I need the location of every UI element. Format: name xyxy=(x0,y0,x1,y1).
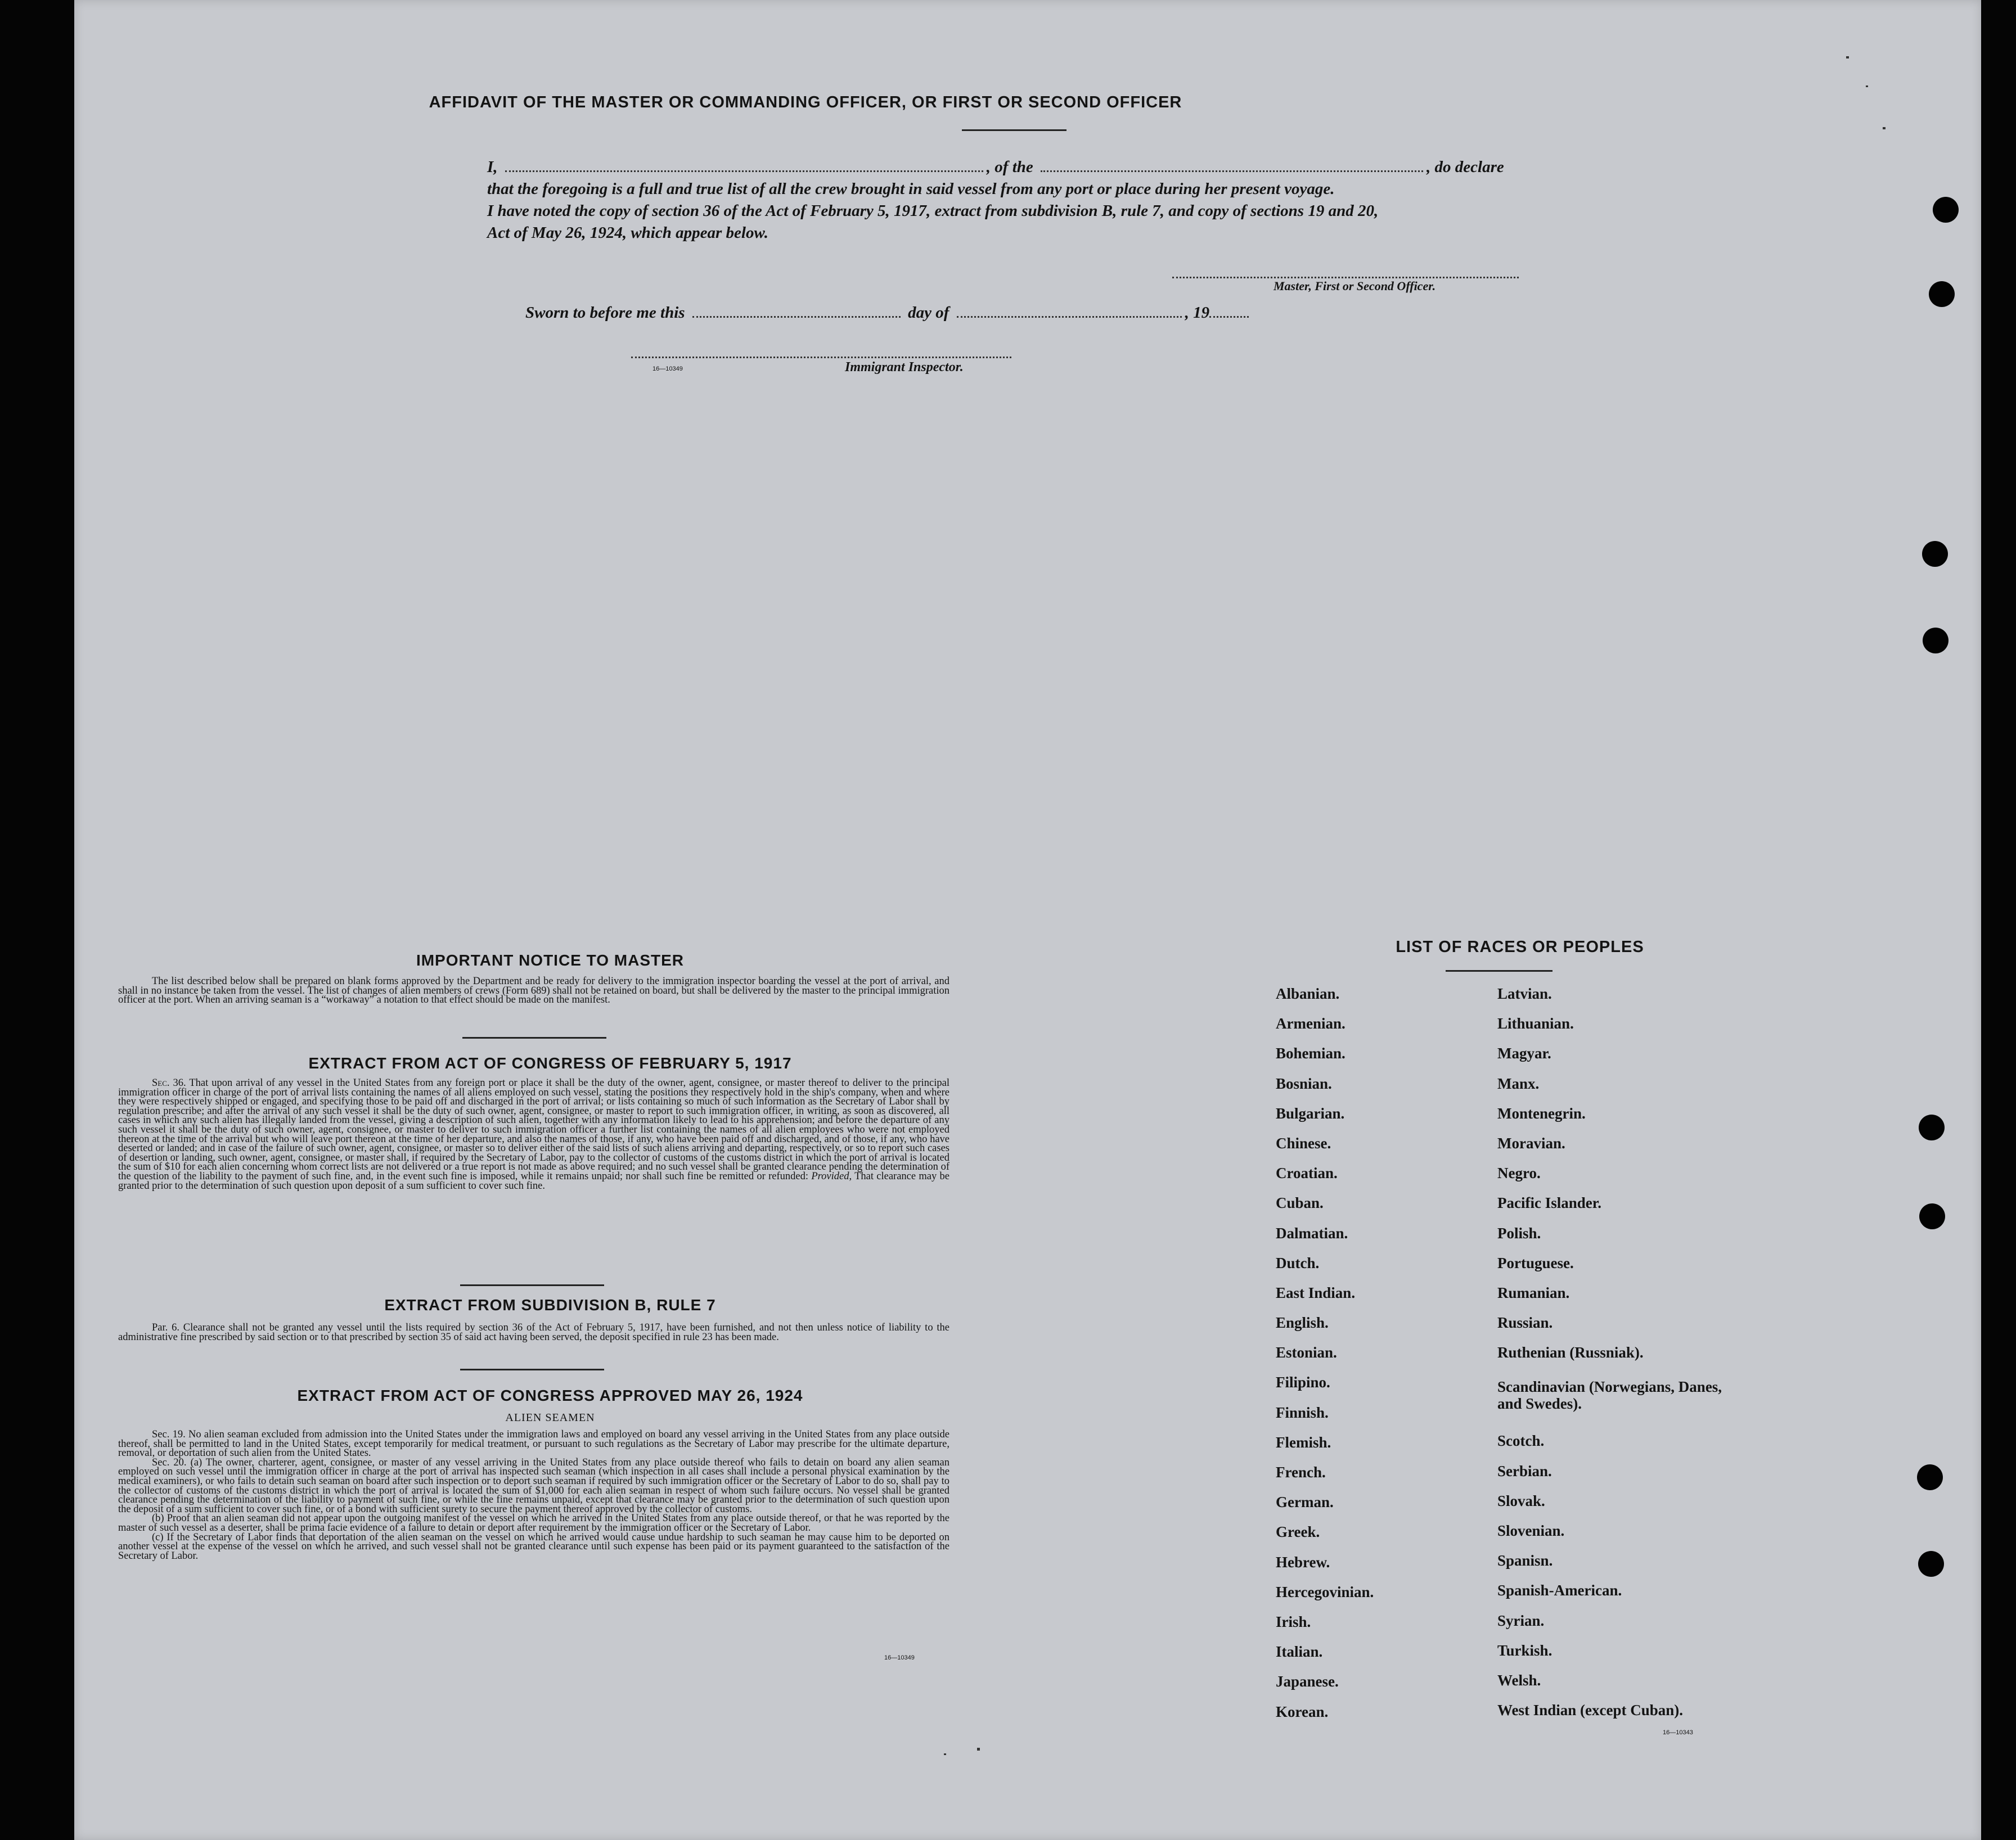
race-item: Hercegovinian. xyxy=(1276,1583,1374,1600)
form-number-top: 16—10349 xyxy=(652,366,683,372)
race-item: Rumanian. xyxy=(1497,1284,1570,1301)
sworn-label: Sworn to before me this xyxy=(525,304,685,322)
binder-hole xyxy=(1922,541,1948,567)
day-of-label: day of xyxy=(908,304,950,322)
binder-hole xyxy=(1919,1203,1945,1229)
notice-title: IMPORTANT NOTICE TO MASTER xyxy=(416,951,685,969)
race-item: Japanese. xyxy=(1276,1673,1339,1690)
declaration-line-4: Act of May 26, 1924, which appear below. xyxy=(487,224,768,242)
race-item: Estonian. xyxy=(1276,1344,1337,1361)
extract-1917-title: EXTRACT FROM ACT OF CONGRESS OF FEBRUARY 5, 1917 xyxy=(308,1054,792,1072)
form-number-bottom: 16—10349 xyxy=(884,1654,915,1661)
speck xyxy=(1846,56,1849,58)
sworn-day-field[interactable] xyxy=(692,316,901,318)
race-item: Irish. xyxy=(1276,1613,1311,1630)
year-label: , 19 xyxy=(1185,304,1210,322)
extract-1924-title: EXTRACT FROM ACT OF CONGRESS APPROVED MAY 26, 1924 xyxy=(297,1387,803,1404)
race-item: Scandinavian (Norwegians, Danes, and Swedes). xyxy=(1497,1378,1722,1413)
race-item: Albanian. xyxy=(1276,985,1340,1002)
binder-hole xyxy=(1919,1115,1945,1140)
race-item: Flemish. xyxy=(1276,1433,1331,1451)
race-item: Magyar. xyxy=(1497,1045,1551,1062)
extract-rule7-text xyxy=(118,1323,950,1342)
binder-hole xyxy=(1917,1464,1943,1490)
race-item: Finnish. xyxy=(1276,1404,1329,1421)
race-item: Bulgarian. xyxy=(1276,1104,1345,1122)
race-item: Croatian. xyxy=(1276,1165,1338,1182)
race-item: Armenian. xyxy=(1276,1015,1346,1032)
race-item: Pacific Islander. xyxy=(1497,1194,1601,1212)
race-item: Dalmatian. xyxy=(1276,1224,1348,1242)
race-item: Turkish. xyxy=(1497,1641,1552,1659)
race-item: Filipino. xyxy=(1276,1374,1330,1391)
divider xyxy=(462,1037,606,1039)
master-signature-label: Master, First or Second Officer. xyxy=(1274,279,1436,293)
race-item: East Indian. xyxy=(1276,1284,1356,1301)
affidavit-declaration xyxy=(487,156,1629,244)
race-item: Ruthenian (Russniak). xyxy=(1497,1344,1644,1361)
do-declare-label: , do declare xyxy=(1426,158,1504,176)
alien-seamen-subtitle: ALIEN SEAMEN xyxy=(505,1411,595,1424)
section-19-paragraph: Sec. 19. No alien seaman excluded from admission into the United States under the immigration laws and employed on board any vessel arriving in the United States from any place outside thereof, shall be permitted to land in the United States, except temporarily for medical treatment, or pursuant to such regulations as the Secretary of Labor may prescribe for the ultimate departure, removal, or deportation of such alien from the United States. xyxy=(118,1429,950,1459)
race-item: Portuguese. xyxy=(1497,1254,1574,1271)
race-item: Spanisn. xyxy=(1497,1552,1553,1570)
sworn-line xyxy=(525,304,1252,322)
race-item: Bosnian. xyxy=(1276,1075,1332,1092)
binder-hole xyxy=(1923,628,1948,653)
provided-word: Provided, xyxy=(811,1170,852,1182)
race-item: Montenegrin. xyxy=(1497,1104,1586,1122)
extract-1917-text xyxy=(118,1079,950,1190)
sworn-year-field[interactable] xyxy=(1209,316,1249,318)
section-20c-paragraph: (c) If the Secretary of Labor finds that deportation of the alien seaman on the vessel on which he arrived would cause undue hardship to such seaman he may cause him to be deported on another vessel at the expense of the vessel on which he arrived, and such vessel shall not be granted clearance until such expense has been paid or its payment guaranteed to the satisfaction of the Secretary of Labor. xyxy=(118,1531,950,1562)
race-item: Chinese. xyxy=(1276,1134,1331,1152)
race-item: Polish. xyxy=(1497,1224,1541,1242)
races-column-1 xyxy=(1276,985,1467,1733)
binder-hole xyxy=(1918,1551,1944,1577)
section-20a-paragraph: Sec. 20. (a) The owner, charterer, agent, consignee, or master of any vessel arriving in the United States from any place outside thereof who fails to detain on board any alien seaman employed on such vessel until the immigration officer in charge at the port of arrival has inspected such seaman (which inspection in all cases shall include a personal physical examination by the medical examiners), or who fails to detain such seaman on board after such inspection or to deport such seaman if required by such immigration officer or the Secretary of Labor to do so, shall pay to the collector of customs of the customs district in which the port of arrival is located the sum of $1,000 for each alien seaman in respect of whom such failure occurs. No vessel shall be granted clearance pending the determination of the liability to payment of such fine, or while the fine remains unpaid, except that clearance may be granted prior to the determination of such question upon the deposit of a sum sufficient to cover such fine, or of a bond with sufficient surety to secure the payment thereof approved by the collector of customs. xyxy=(118,1456,950,1515)
race-item: Negro. xyxy=(1497,1165,1541,1182)
affidavit-title: AFFIDAVIT OF THE MASTER OR COMMANDING OFFICER, OR FIRST OR SECOND OFFICER xyxy=(429,93,1182,111)
inspector-signature-line[interactable] xyxy=(631,357,1011,358)
section-36-body: That upon arrival of any vessel in the United States from any foreign port or place it shall be the duty of the owner, agent, consignee, or master thereof to deliver to the principal immigration officer in charge of the port of arrival lists containing the names of all aliens employed on such vessel, stating the positions they respectively hold in the ship's company, when and where they were respectively shipped or engaged, and specifying those to be paid off and discharged in the port of arrival; or lists containing so much of such information as the Secretary of Labor shall by regulation prescribe; and after the arrival of any such vessel it shall be the duty of such owner, agent, consignee, or master to report to such immigration officer, in writing, as soon as discovered, all cases in which any such alien has illegally landed from the vessel, giving a description of such alien, together with any information likely to lead to his apprehension; and before the departure of any such vessel it shall be the duty of such owner, agent, consignee, or master to deliver to such immigration officer a further list containing the names of all alien employees who were not employed thereon at the time of the arrival but who will leave port thereon at the time of her departure, and also the names of those, if any, who have been paid off and discharged, and of those, if any, who have deserted or landed; and in case of the failure of such owner, agent, consignee, or master so to deliver either of the said lists of such aliens arriving and departing, respectively, or so to report such cases of desertion or landing, such owner, agent, consignee, or master shall, if required by the Secretary of Labor, pay to the collector of customs of the customs district in which the port of arrival is located the sum of $10 for each alien concerning whom correct lists are not delivered or a true report is not made as above required; and no such vessel shall be granted clearance pending the determination of the question of the liability to the payment of such fine, and, in the event such fine is imposed, while it remains unpaid; nor shall such fine be remitted or refunded: xyxy=(118,1077,950,1182)
declaration-line-2: that the foregoing is a full and true list of all the crew brought in said vessel from any port or place during her present voyage. xyxy=(487,180,1335,198)
form-number-races: 16—10343 xyxy=(1663,1729,1693,1736)
of-the-label: , of the xyxy=(986,158,1033,176)
race-item: Dutch. xyxy=(1276,1254,1320,1271)
divider xyxy=(460,1369,604,1370)
race-item: Slovak. xyxy=(1497,1492,1545,1509)
binder-hole xyxy=(1933,197,1959,223)
sworn-month-field[interactable] xyxy=(957,316,1182,318)
race-item: Lithuanian. xyxy=(1497,1015,1574,1032)
race-item: Korean. xyxy=(1276,1703,1329,1720)
declaration-line-3: I have noted the copy of section 36 of the Act of February 5, 1917, extract from subdivision B, rule 7, and copy of sections 19 and 20, xyxy=(487,202,1379,220)
race-item: Italian. xyxy=(1276,1643,1323,1661)
document-page xyxy=(74,0,1981,1840)
rule7-paragraph: Par. 6. Clearance shall not be granted any vessel until the lists required by section 36 of the Act of February 5, 1917, have been furnished, and not then unless notice of liability to the administrative fine prescribed by said section or to that prescribed by section 35 of said act having been served, the deposit specified in rule 23 has been made. xyxy=(118,1322,950,1343)
race-item: French. xyxy=(1276,1464,1326,1481)
race-item: Serbian. xyxy=(1497,1462,1552,1480)
race-item: Welsh. xyxy=(1497,1671,1541,1689)
race-item: English. xyxy=(1276,1314,1329,1332)
notice-text xyxy=(118,977,950,1005)
section-20b-paragraph: (b) Proof that an alien seaman did not appear upon the outgoing manifest of the vessel on which he arrived in the United States from any place outside thereof, or that he was reported by the master of such vessel as a deserter, shall be prima facie evidence of a failure to detain or deport after requirement by the immigration officer or the Secretary of Labor. xyxy=(118,1513,950,1534)
race-item: Slovenian. xyxy=(1497,1522,1565,1539)
speck xyxy=(1866,85,1868,87)
section-36-tail: That clearance may be granted prior to the determination of such question upon deposit of a sum sufficient to cover such fine. xyxy=(118,1170,950,1192)
speck xyxy=(1883,127,1886,129)
divider xyxy=(460,1284,604,1286)
race-item: Greek. xyxy=(1276,1523,1320,1541)
race-item: Spanish-American. xyxy=(1497,1582,1622,1599)
race-item: German. xyxy=(1276,1494,1334,1511)
race-item: Russian. xyxy=(1497,1314,1553,1332)
race-item: Moravian. xyxy=(1497,1134,1565,1152)
race-item: Syrian. xyxy=(1497,1612,1545,1629)
race-item: Cuban. xyxy=(1276,1194,1324,1212)
binder-hole xyxy=(1929,281,1955,307)
title-underline xyxy=(962,129,1066,131)
master-signature-line[interactable] xyxy=(1172,277,1519,278)
race-item: Scotch. xyxy=(1497,1432,1545,1450)
declarant-label: I, xyxy=(487,158,498,176)
declarant-name-field[interactable] xyxy=(505,170,983,172)
race-item: Latvian. xyxy=(1497,985,1552,1002)
notice-paragraph: The list described below shall be prepared on blank forms approved by the Department and be ready for delivery to the immigration inspector boarding the vessel at the port of arrival, and shall in no instance be taken from the vessel. The list of changes of alien members of crews (Form 689) shall not be retained on board, but shall be delivered by the master to the principal immigration officer at the port. When an arriving seaman is a “workaway” a notation to that effect should be made on the manifest. xyxy=(118,976,950,1006)
extract-rule7-title: EXTRACT FROM SUBDIVISION B, RULE 7 xyxy=(384,1296,716,1314)
extract-1924-text xyxy=(118,1430,950,1561)
races-column-2 xyxy=(1497,985,1734,1731)
vessel-name-field[interactable] xyxy=(1041,170,1423,172)
speck xyxy=(944,1753,946,1755)
inspector-label: Immigrant Inspector. xyxy=(845,360,964,375)
race-item: West Indian (except Cuban). xyxy=(1497,1702,1684,1719)
race-item: Manx. xyxy=(1497,1075,1540,1092)
race-item: Bohemian. xyxy=(1276,1045,1346,1062)
divider xyxy=(1446,970,1552,972)
section-36-label: Sec. 36. xyxy=(152,1077,186,1089)
speck xyxy=(977,1748,980,1751)
races-title: LIST OF RACES OR PEOPLES xyxy=(1396,938,1644,956)
race-item: Hebrew. xyxy=(1276,1553,1330,1571)
